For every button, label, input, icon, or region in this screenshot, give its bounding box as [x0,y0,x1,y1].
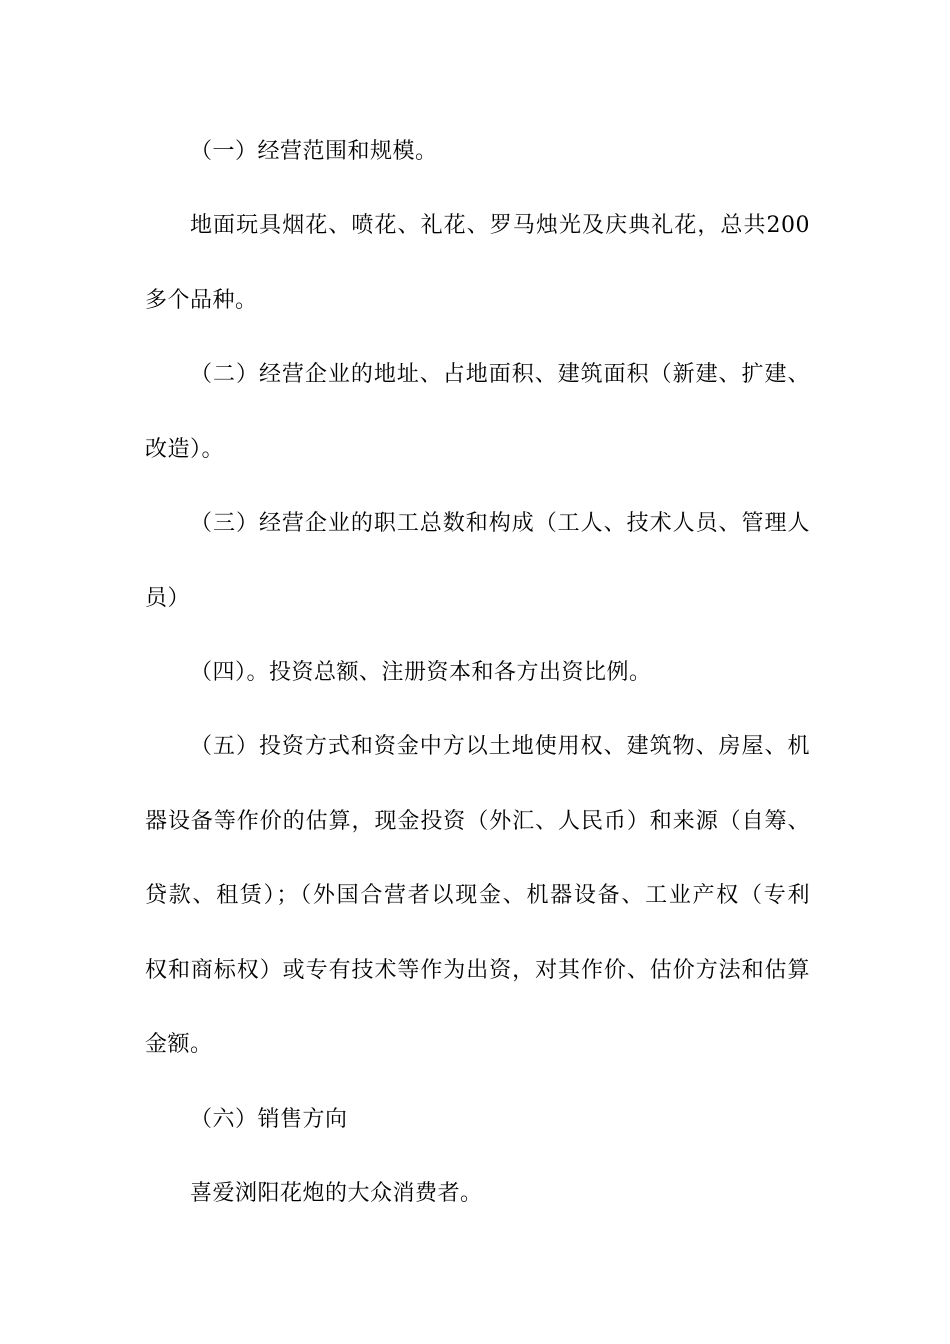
paragraph-line: 权和商标权）或专有技术等作为出资，对其作价、估价方法和估算 [145,958,810,983]
paragraph-line: 员） [145,586,191,611]
paragraph-line: 器设备等作价的估算，现金投资（外汇、人民币）和来源（自筹、 [145,809,810,834]
paragraph-line: 贷款、租赁）；（外国合营者以现金、机器设备、工业产权（专利 [145,883,810,908]
paragraph-line: 地面玩具烟花、喷花、礼花、罗马烛光及庆典礼花，总共200 [190,213,810,238]
paragraph-line: 金额。 [145,1032,213,1057]
section-heading-1: （一）经营范围和规模。 [190,139,438,164]
paragraph-line: 喜爱浏阳花炮的大众消费者。 [190,1181,483,1206]
section-heading-2: （二）经营企业的地址、占地面积、建筑面积（新建、扩建、 [190,362,810,387]
section-heading-6: （六）销售方向 [190,1107,348,1132]
paragraph-line: 改造）。 [145,437,225,462]
section-heading-4: （四）。投资总额、注册资本和各方出资比例。 [190,660,652,685]
section-heading-5: （五）投资方式和资金中方以土地使用权、建筑物、房屋、机 [190,734,810,759]
paragraph-line: 多个品种。 [145,288,258,313]
section-heading-3: （三）经营企业的职工总数和构成（工人、技术人员、管理人 [190,511,810,536]
